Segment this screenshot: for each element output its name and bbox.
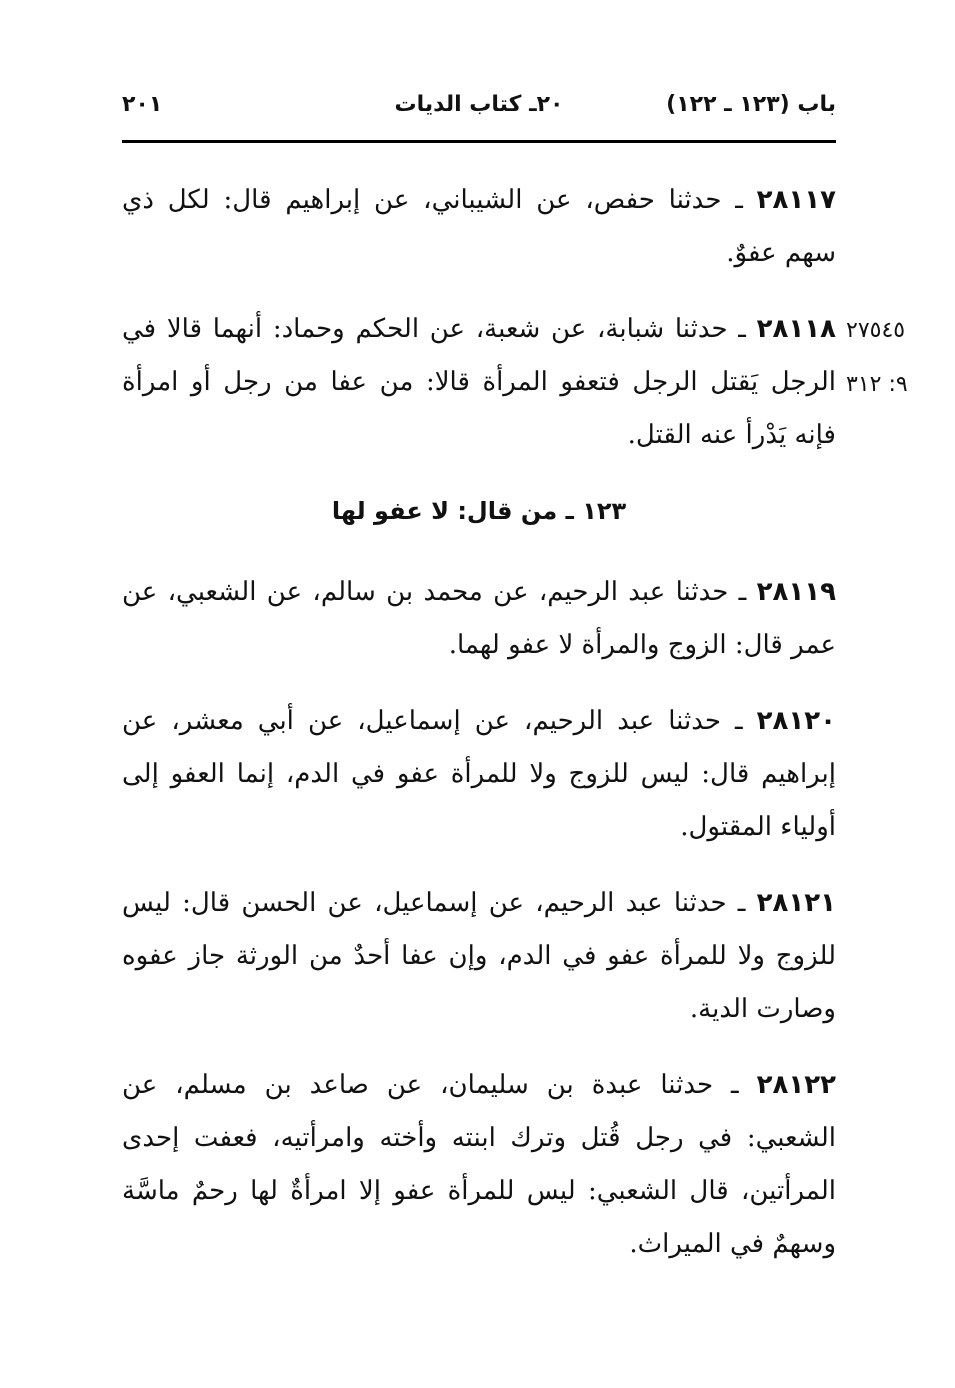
margin-reference: ٢٧٥٤٥: [846, 318, 906, 343]
hadith-text: ـ حدثنا عبدة بن سليمان، عن صاعد بن مسلم، عن الشعبي: في رجل قُتل وترك ابنته وأخته وامرأتيه، فعفت إحدى المرأتين، قال الشعبي: ليس للمرأة عفو إلا امرأةٌ لها رحمٌ ماسَّة وسهمٌ في الميراث.: [122, 1070, 836, 1259]
page-number: ٢٠١: [122, 92, 163, 117]
hadith-paragraph: [122, 877, 836, 1036]
hadith-text: ـ حدثنا عبد الرحيم، عن محمد بن سالم، عن الشعبي، عن عمر قال: الزوج والمرأة لا عفو لهما.: [122, 577, 836, 660]
hadith-number: ٢٨١٢٢: [756, 1070, 836, 1100]
hadith-text: ـ حدثنا حفص، عن الشيباني، عن إبراهيم قال: لكل ذي سهم عفوٌ.: [122, 185, 836, 268]
book-title: ٢٠ـ كتاب الديات: [394, 92, 564, 117]
hadith-paragraph: [122, 1059, 836, 1271]
hadith-number: ٢٨١١٩: [756, 577, 836, 607]
main-text: [122, 174, 836, 1294]
hadith-paragraph: [122, 695, 836, 854]
section-heading: ١٢٣ ـ من قال: لا عفو لها: [331, 497, 627, 525]
page-header: [122, 92, 836, 136]
hadith-paragraph: [122, 174, 836, 280]
hadith-text: ـ حدثنا عبد الرحيم، عن إسماعيل، عن الحسن قال: ليس للزوج ولا للمرأة عفو في الدم، وإن عفا أحدٌ من الورثة جاز عفوه وصارت الدية.: [122, 888, 836, 1024]
chapter-title: باب (١٢٣ ـ ١٢٢): [666, 92, 836, 117]
hadith-text: ـ حدثنا شبابة، عن شعبة، عن الحكم وحماد: أنهما قالا في الرجل يَقتل الرجل فتعفو المرأة قالا: من عفا من رجل أو امرأة فإنه يَدْرأ عنه القتل.: [122, 314, 836, 450]
hadith-paragraph: [122, 303, 836, 462]
hadith-number: ٢٨١٢٠: [756, 706, 836, 736]
hadith-paragraph: [122, 566, 836, 672]
hadith-number: ٢٨١١٨: [756, 314, 836, 344]
hadith-number: ٢٨١٢١: [756, 888, 836, 918]
header-rule: [122, 140, 836, 143]
margin-reference: ٩: ٣١٢: [846, 372, 908, 397]
hadith-number: ٢٨١١٧: [756, 185, 836, 215]
hadith-text: ـ حدثنا عبد الرحيم، عن إسماعيل، عن أبي معشر، عن إبراهيم قال: ليس للزوج ولا للمرأة عفو في الدم، إنما العفو إلى أولياء المقتول.: [122, 706, 836, 842]
